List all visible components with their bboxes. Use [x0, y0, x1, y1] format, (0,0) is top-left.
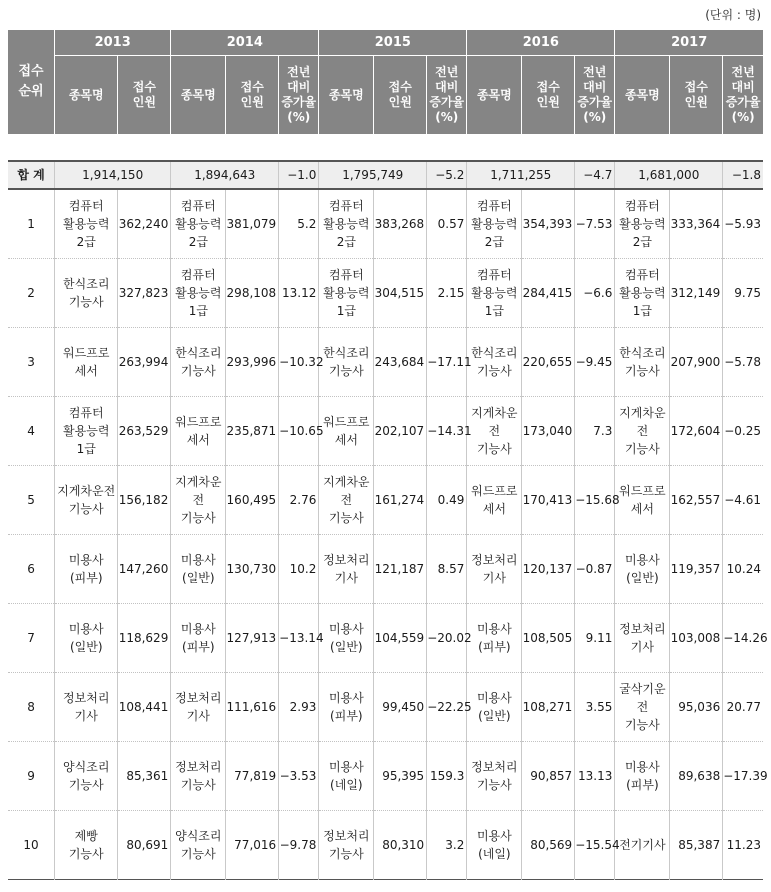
item-name-cell: 한식조리 기능사	[467, 328, 522, 397]
applicants-cell: 170,413	[522, 466, 575, 535]
item-name-cell: 미용사 (피부)	[615, 742, 670, 811]
growth-rate-cell: −10.32	[279, 328, 319, 397]
item-name-cell: 정보처리 기능사	[319, 811, 374, 880]
item-name-cell: 컴퓨터 활용능력 2급	[615, 189, 670, 259]
applicants-cell: 90,857	[522, 742, 575, 811]
growth-rate-cell: 2.93	[279, 673, 319, 742]
growth-rate-cell: 0.57	[427, 189, 467, 259]
applicants-column-header: 접수 인원	[118, 56, 171, 135]
year-header: 2015	[319, 30, 467, 56]
item-name-cell: 컴퓨터 활용능력 1급	[55, 397, 118, 466]
item-name-cell: 제빵 기능사	[55, 811, 118, 880]
total-count: 1,711,255	[467, 161, 575, 189]
applicants-cell: 202,107	[374, 397, 427, 466]
rank-cell: 5	[8, 466, 55, 535]
applicants-cell: 80,569	[522, 811, 575, 880]
growth-rate-cell: −14.31	[427, 397, 467, 466]
rank-cell: 8	[8, 673, 55, 742]
growth-rate-cell: −0.25	[723, 397, 763, 466]
growth-column-header: 전년 대비 증가율 (%)	[723, 56, 763, 135]
growth-rate-cell: 7.3	[575, 397, 615, 466]
rank-cell: 1	[8, 189, 55, 259]
total-count: 1,681,000	[615, 161, 723, 189]
applicants-cell: 108,271	[522, 673, 575, 742]
applicants-cell: 121,187	[374, 535, 427, 604]
total-count: 1,894,643	[171, 161, 279, 189]
applicants-cell: 161,274	[374, 466, 427, 535]
rank-cell: 4	[8, 397, 55, 466]
item-name-cell: 한식조리 기능사	[319, 328, 374, 397]
applicants-cell: 119,357	[670, 535, 723, 604]
growth-rate-cell: −13.14	[279, 604, 319, 673]
item-name-cell: 한식조리 기능사	[615, 328, 670, 397]
table-row	[8, 811, 763, 880]
item-name-cell: 컴퓨터 활용능력 1급	[467, 259, 522, 328]
growth-rate-cell: −14.26	[723, 604, 763, 673]
growth-column-header: 전년 대비 증가율 (%)	[575, 56, 615, 135]
applicants-cell: 162,557	[670, 466, 723, 535]
item-name-cell: 지게차운전 기능사	[171, 466, 226, 535]
applicants-column-header: 접수 인원	[522, 56, 575, 135]
item-name-cell: 양식조리 기능사	[55, 742, 118, 811]
growth-rate-cell: 3.55	[575, 673, 615, 742]
unit-note: (단위 : 명)	[705, 8, 761, 22]
item-name-cell: 컴퓨터 활용능력 2급	[467, 189, 522, 259]
item-name-cell: 정보처리 기사	[319, 535, 374, 604]
item-name-cell: 워드프로 세서	[319, 397, 374, 466]
applicants-cell: 160,495	[226, 466, 279, 535]
item-name-cell: 양식조리 기능사	[171, 811, 226, 880]
item-name-cell: 정보처리 기능사	[467, 742, 522, 811]
applicants-cell: 120,137	[522, 535, 575, 604]
growth-rate-cell: 9.75	[723, 259, 763, 328]
name-column-header: 종목명	[171, 56, 226, 135]
growth-rate-cell: −20.02	[427, 604, 467, 673]
applicants-cell: 156,182	[118, 466, 171, 535]
growth-rate-cell: 2.15	[427, 259, 467, 328]
item-name-cell: 한식조리 기능사	[55, 259, 118, 328]
item-name-cell: 컴퓨터 활용능력 1급	[319, 259, 374, 328]
total-growth-rate: −1.0	[279, 161, 319, 189]
applicants-cell: 77,016	[226, 811, 279, 880]
applicants-cell: 172,604	[670, 397, 723, 466]
table-row	[8, 397, 763, 466]
item-name-cell: 한식조리 기능사	[171, 328, 226, 397]
item-name-cell: 미용사 (피부)	[467, 604, 522, 673]
item-name-cell: 정보처리 기사	[55, 673, 118, 742]
growth-rate-cell: 10.24	[723, 535, 763, 604]
growth-rate-cell: 11.23	[723, 811, 763, 880]
growth-rate-cell: −5.78	[723, 328, 763, 397]
growth-rate-cell: −5.93	[724, 217, 761, 231]
growth-rate-cell: −17.39	[723, 742, 763, 811]
item-name-cell: 미용사 (피부)	[319, 673, 374, 742]
year-header: 2016	[467, 30, 615, 56]
growth-rate-cell: 8.57	[427, 535, 467, 604]
growth-rate-cell: −15.68	[575, 466, 615, 535]
total-growth-rate: −5.2	[427, 161, 467, 189]
item-name-cell: 지게차운전 기능사	[467, 397, 522, 466]
applicants-cell: 95,395	[374, 742, 427, 811]
item-name-cell: 지게차운전 기능사	[615, 397, 670, 466]
rank-cell: 2	[8, 259, 55, 328]
growth-rate-cell: −4.61	[723, 466, 763, 535]
growth-rate-cell: −9.45	[575, 328, 615, 397]
table-row	[8, 535, 763, 604]
growth-rate-cell: −7.53	[575, 189, 615, 259]
item-name-cell: 미용사 (일반)	[55, 604, 118, 673]
growth-rate-cell: 13.13	[575, 742, 615, 811]
item-name-cell: 정보처리 기능사	[171, 742, 226, 811]
applicants-cell: 173,040	[522, 397, 575, 466]
year-header: 2017	[615, 30, 763, 56]
growth-rate-cell: 13.12	[279, 259, 319, 328]
applicants-cell: 127,913	[226, 604, 279, 673]
applicants-cell: 298,108	[226, 259, 279, 328]
item-name-cell: 컴퓨터 활용능력 2급	[319, 189, 374, 259]
applicants-cell: 104,559	[374, 604, 427, 673]
growth-rate-cell: 2.76	[279, 466, 319, 535]
applicants-cell: 103,008	[670, 604, 723, 673]
applicants-cell: 293,996	[226, 328, 279, 397]
applicants-cell: 354,393	[522, 189, 575, 259]
data-table	[8, 160, 768, 880]
applicants-cell: 243,684	[374, 328, 427, 397]
name-column-header: 종목명	[615, 56, 670, 135]
growth-rate-cell: 5.2	[279, 189, 319, 259]
total-count: 1,795,749	[319, 161, 427, 189]
rank-cell: 7	[8, 604, 55, 673]
applicants-cell: 312,149	[670, 259, 723, 328]
applicants-column-header: 접수 인원	[226, 56, 279, 135]
item-name-cell: 컴퓨터 활용능력 1급	[615, 259, 670, 328]
total-row	[8, 161, 763, 189]
applicants-column-header: 접수 인원	[670, 56, 723, 135]
applicants-cell: 85,387	[670, 811, 723, 880]
item-name-cell: 지게차운전 기능사	[55, 466, 118, 535]
applicants-cell: 333,364	[670, 189, 723, 259]
item-name-cell: 컴퓨터 활용능력 2급	[171, 189, 226, 259]
applicants-cell: 147,260	[118, 535, 171, 604]
name-column-header: 종목명	[319, 56, 374, 135]
rank-cell: 3	[8, 328, 55, 397]
growth-rate-cell: −3.53	[279, 742, 319, 811]
applicants-cell: 362,240	[118, 189, 171, 259]
applicants-cell: 327,823	[118, 259, 171, 328]
item-name-cell: 전기기사	[615, 811, 670, 880]
name-column-header: 종목명	[55, 56, 118, 135]
applicants-cell: 77,819	[226, 742, 279, 811]
applicants-cell: 108,505	[522, 604, 575, 673]
applicants-cell: 80,310	[374, 811, 427, 880]
growth-rate-cell: 9.11	[575, 604, 615, 673]
growth-rate-cell: −15.54	[575, 811, 615, 880]
item-name-cell: 정보처리 기사	[467, 535, 522, 604]
item-name-cell: 정보처리 기사	[615, 604, 670, 673]
growth-rate-cell: −6.6	[575, 259, 615, 328]
growth-rate-cell: 10.2	[279, 535, 319, 604]
total-growth-rate: −1.8	[723, 161, 763, 189]
rank-cell: 10	[8, 811, 55, 880]
applicants-cell: 383,268	[374, 189, 427, 259]
table-row	[8, 328, 763, 397]
year-header: 2013	[55, 30, 171, 56]
applicants-cell: 130,730	[226, 535, 279, 604]
growth-rate-cell: −0.87	[575, 535, 615, 604]
applicants-column-header: 접수 인원	[374, 56, 427, 135]
item-name-cell: 미용사 (피부)	[55, 535, 118, 604]
applicants-cell: 381,079	[226, 189, 279, 259]
applicants-cell: 108,441	[118, 673, 171, 742]
growth-rate-cell: −22.25	[427, 673, 467, 742]
applicants-cell: 235,871	[226, 397, 279, 466]
table-row	[8, 673, 763, 742]
applicants-cell: 263,529	[118, 397, 171, 466]
table-row	[8, 259, 763, 328]
item-name-cell: 워드프로 세서	[171, 397, 226, 466]
item-name-cell: 미용사 (피부)	[171, 604, 226, 673]
growth-rate-cell: 20.77	[723, 673, 763, 742]
item-name-cell: 정보처리 기사	[171, 673, 226, 742]
item-name-cell: 미용사 (일반)	[615, 535, 670, 604]
applicants-cell: 220,655	[522, 328, 575, 397]
applicants-cell: 111,616	[226, 673, 279, 742]
table-row	[8, 466, 763, 535]
item-name-cell: 워드프로 세서	[615, 466, 670, 535]
growth-column-header: 전년 대비 증가율 (%)	[427, 56, 467, 135]
item-name-cell: 컴퓨터 활용능력 1급	[171, 259, 226, 328]
item-name-cell: 워드프로 세서	[467, 466, 522, 535]
growth-rate-cell: −9.78	[279, 811, 319, 880]
total-count: 1,914,150	[55, 161, 171, 189]
applicants-cell: 263,994	[118, 328, 171, 397]
growth-rate-cell: −10.65	[279, 397, 319, 466]
item-name-cell: 미용사 (네일)	[467, 811, 522, 880]
item-name-cell: 미용사 (일반)	[171, 535, 226, 604]
item-name-cell: 워드프로 세서	[55, 328, 118, 397]
rank-header: 접수 순위	[8, 30, 55, 134]
item-name-cell: 지게차운전 기능사	[319, 466, 374, 535]
table-header	[8, 30, 763, 135]
item-name-cell: 미용사 (일반)	[319, 604, 374, 673]
item-name-cell: 미용사 (네일)	[319, 742, 374, 811]
total-label: 합 계	[8, 161, 55, 189]
applicants-cell: 118,629	[118, 604, 171, 673]
total-growth-rate: −4.7	[575, 161, 615, 189]
applicants-cell: 80,691	[118, 811, 171, 880]
growth-rate-cell: −17.11	[427, 328, 467, 397]
growth-rate-cell: 0.49	[427, 466, 467, 535]
growth-rate-cell: 3.2	[427, 811, 467, 880]
table-row	[8, 742, 763, 811]
applicants-cell: 304,515	[374, 259, 427, 328]
applicants-cell: 95,036	[670, 673, 723, 742]
rank-cell: 9	[8, 742, 55, 811]
growth-column-header: 전년 대비 증가율 (%)	[279, 56, 319, 135]
applicants-cell: 284,415	[522, 259, 575, 328]
applicants-cell: 99,450	[374, 673, 427, 742]
table-row	[8, 604, 763, 673]
applicants-cell: 207,900	[670, 328, 723, 397]
year-header: 2014	[171, 30, 319, 56]
growth-rate-cell: 159.3	[427, 742, 467, 811]
name-column-header: 종목명	[467, 56, 522, 135]
applicants-cell: 89,638	[670, 742, 723, 811]
applicants-cell: 85,361	[118, 742, 171, 811]
item-name-cell: 컴퓨터 활용능력 2급	[55, 189, 118, 259]
rank-cell: 6	[8, 535, 55, 604]
item-name-cell: 굴삭기운전 기능사	[615, 673, 670, 742]
item-name-cell: 미용사 (일반)	[467, 673, 522, 742]
table-row	[8, 189, 763, 259]
